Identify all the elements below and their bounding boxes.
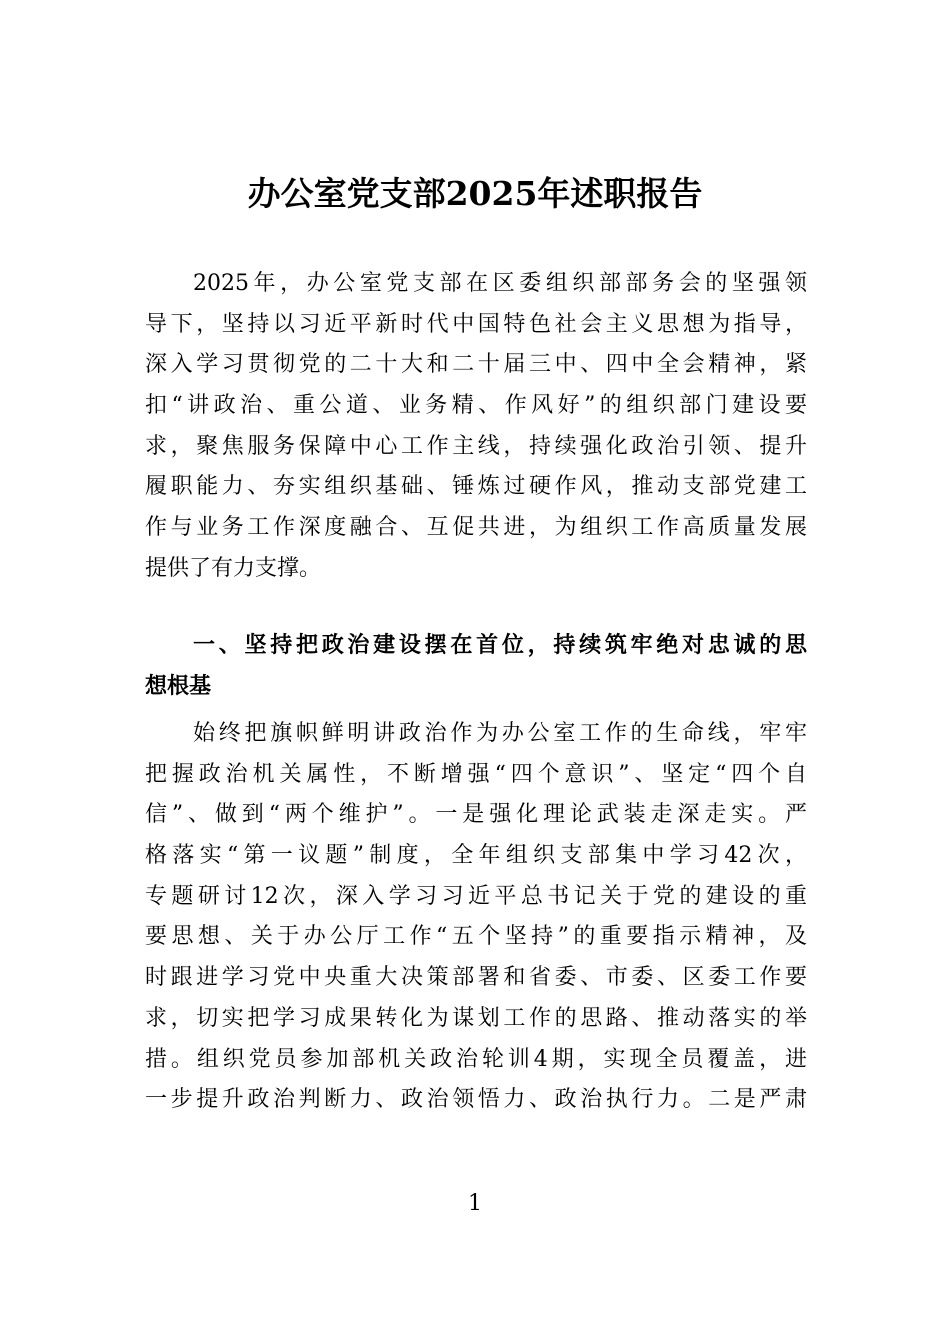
paragraph-line: 一步提升政治判断力、政治领悟力、政治执行力。二是严肃 bbox=[145, 1087, 807, 1113]
document-title: 办公室党支部2025年述职报告 bbox=[247, 174, 703, 213]
heading-line: 一、坚持把政治建设摆在首位，持续筑牢绝对忠诚的思 bbox=[193, 633, 807, 658]
paragraph-line: 2025年，办公室党支部在区委组织部部务会的坚强领 bbox=[193, 271, 807, 296]
paragraph-line: 始终把旗帜鲜明讲政治作为办公室工作的生命线，牢牢 bbox=[193, 721, 807, 746]
paragraph-line: 求，切实把学习成果转化为谋划工作的思路、推动落实的举 bbox=[145, 1005, 807, 1031]
paragraph-line: 导下，坚持以习近平新时代中国特色社会主义思想为指导， bbox=[145, 311, 807, 337]
paragraph-line: 把握政治机关属性，不断增强“四个意识”、坚定“四个自 bbox=[145, 761, 807, 787]
paragraph-line: 专题研讨12次，深入学习习近平总书记关于党的建设的重 bbox=[145, 883, 807, 909]
page-number: 1 bbox=[468, 1191, 482, 1216]
paragraph-line: 措。组织党员参加部机关政治轮训4期，实现全员覆盖，进 bbox=[145, 1046, 807, 1072]
paragraph-line: 提供了有力支撑。 bbox=[145, 555, 322, 581]
paragraph-line: 扣“讲政治、重公道、业务精、作风好”的组织部门建设要 bbox=[145, 393, 807, 419]
paragraph-line: 要思想、关于办公厅工作“五个坚持”的重要指示精神，及 bbox=[145, 924, 807, 950]
paragraph-line: 作与业务工作深度融合、互促共进，为组织工作高质量发展 bbox=[145, 515, 807, 541]
section-1-paragraph bbox=[145, 714, 807, 1121]
paragraph-line: 深入学习贯彻党的二十大和二十届三中、四中全会精神，紧 bbox=[145, 352, 807, 378]
paragraph-line: 格落实“第一议题”制度，全年组织支部集中学习42次， bbox=[145, 843, 807, 869]
paragraph-line: 求，聚焦服务保障中心工作主线，持续强化政治引领、提升 bbox=[145, 433, 807, 459]
paragraph-line: 时跟进学习党中央重大决策部署和省委、市委、区委工作要 bbox=[145, 965, 807, 991]
intro-paragraph bbox=[145, 264, 807, 590]
paragraph-line: 信”、做到“两个维护”。一是强化理论武装走深走实。严 bbox=[145, 802, 807, 828]
paragraph-line: 履职能力、夯实组织基础、锤炼过硬作风，推动支部党建工 bbox=[145, 474, 807, 500]
section-1-heading bbox=[145, 626, 807, 707]
heading-line: 想根基 bbox=[145, 673, 212, 699]
